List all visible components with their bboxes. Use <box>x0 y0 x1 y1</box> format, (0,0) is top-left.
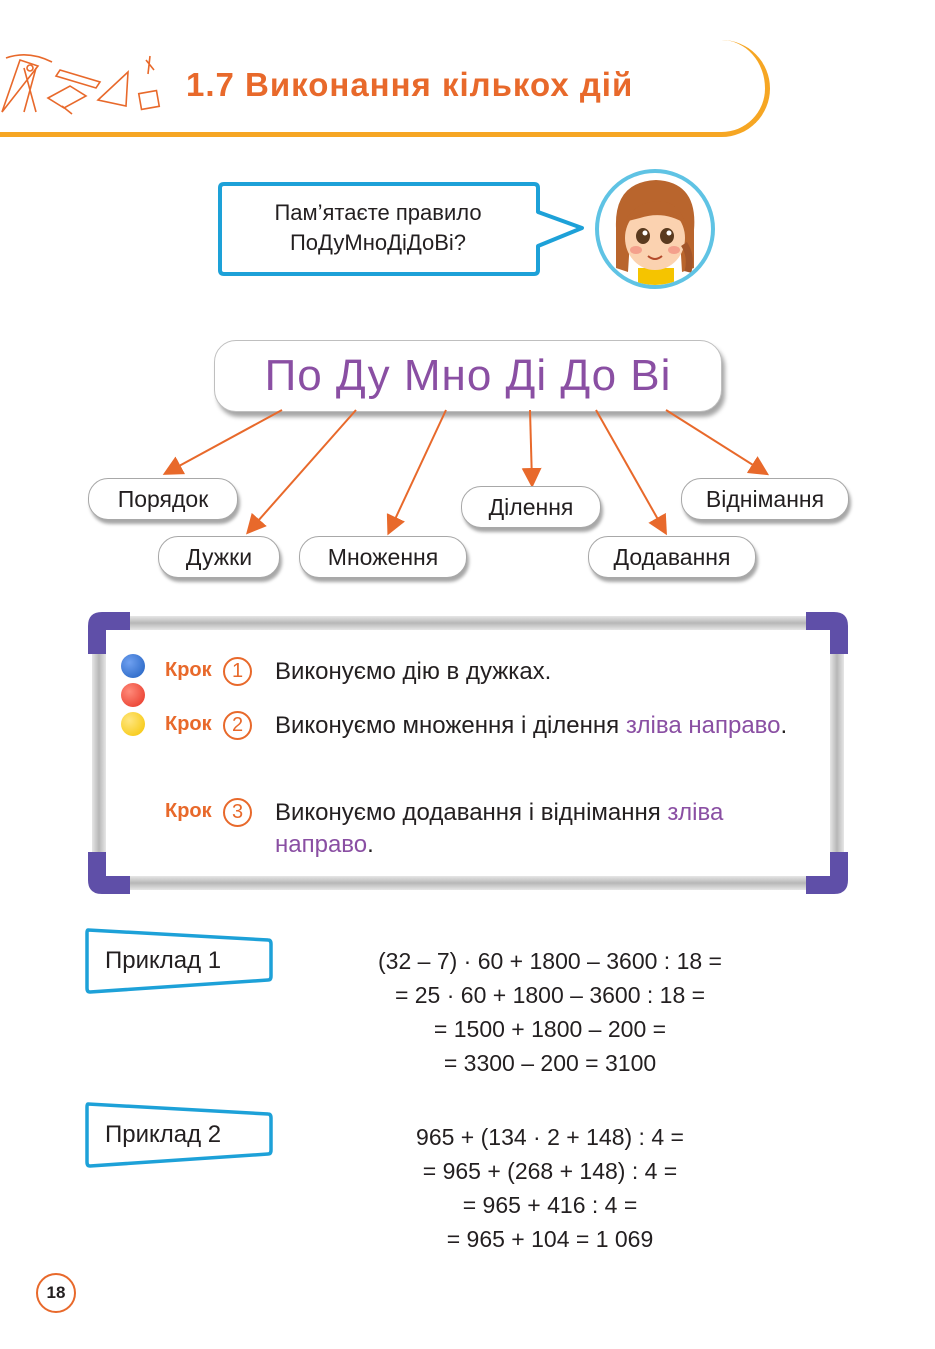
speech-line-2: ПоДуМноДіДоВі? <box>289 230 467 255</box>
calc-line: 965 + (134 · 2 + 148) : 4 = <box>416 1124 684 1150</box>
step-label: Крок <box>165 713 212 735</box>
school-tools-icon <box>0 48 175 120</box>
pill-mnozhennia: Множення <box>299 536 467 578</box>
step-text-end: . <box>367 831 374 858</box>
step-text-main: Виконуємо додавання і віднімання <box>275 799 668 826</box>
step-number: 2 <box>223 711 252 740</box>
example-1-calc <box>300 944 800 1080</box>
pill-dilennia: Ділення <box>461 486 601 528</box>
example-2-label: Приклад 2 <box>105 1121 222 1148</box>
step-3 <box>165 797 815 861</box>
red-dot <box>121 683 145 707</box>
mnemonic-box: По Ду Мно Ді До Ві <box>214 340 722 412</box>
pill-poriadok: Порядок <box>88 478 238 520</box>
pill-vidnimannia: Віднімання <box>681 478 849 520</box>
example-2-calc <box>300 1120 800 1256</box>
calc-line: (32 – 7) · 60 + 1800 – 3600 : 18 = <box>378 948 722 974</box>
step-text-end: . <box>780 712 788 739</box>
step-accent: зліва направо <box>625 712 781 739</box>
step-accent: зліва направо <box>275 799 724 858</box>
step-text <box>275 797 815 861</box>
girl-avatar <box>594 168 716 290</box>
step-text-main: Виконуємо множення і ділення <box>275 712 626 739</box>
page-number: 18 <box>36 1273 76 1313</box>
calc-line: = 25 · 60 + 1800 – 3600 : 18 = <box>394 982 706 1008</box>
page-title: 1.7 Виконання кількох дій <box>186 66 634 103</box>
speech-line-1: Пам’ятаєте правило <box>274 200 482 225</box>
step-number: 3 <box>223 798 252 827</box>
step-number: 1 <box>223 657 252 686</box>
yellow-dot <box>121 712 145 736</box>
step-label: Крок <box>165 659 212 681</box>
speech-text <box>222 198 534 258</box>
calc-line: = 965 + 104 = 1 069 <box>446 1226 654 1252</box>
step-label: Крок <box>165 800 212 822</box>
step-text <box>275 710 815 742</box>
step-2 <box>165 710 815 742</box>
step-1 <box>165 656 815 688</box>
calc-line: = 3300 – 200 = 3100 <box>443 1050 657 1076</box>
pill-duzhky: Дужки <box>158 536 280 578</box>
calc-line: = 965 + (268 + 148) : 4 = <box>422 1158 678 1184</box>
blue-dot <box>121 654 145 678</box>
step-text: Виконуємо дію в дужках. <box>275 658 552 685</box>
pill-dodavannia: Додавання <box>588 536 756 578</box>
example-1-label: Приклад 1 <box>105 947 222 974</box>
calc-line: = 1500 + 1800 – 200 = <box>433 1016 667 1042</box>
calc-line: = 965 + 416 : 4 = <box>462 1192 638 1218</box>
